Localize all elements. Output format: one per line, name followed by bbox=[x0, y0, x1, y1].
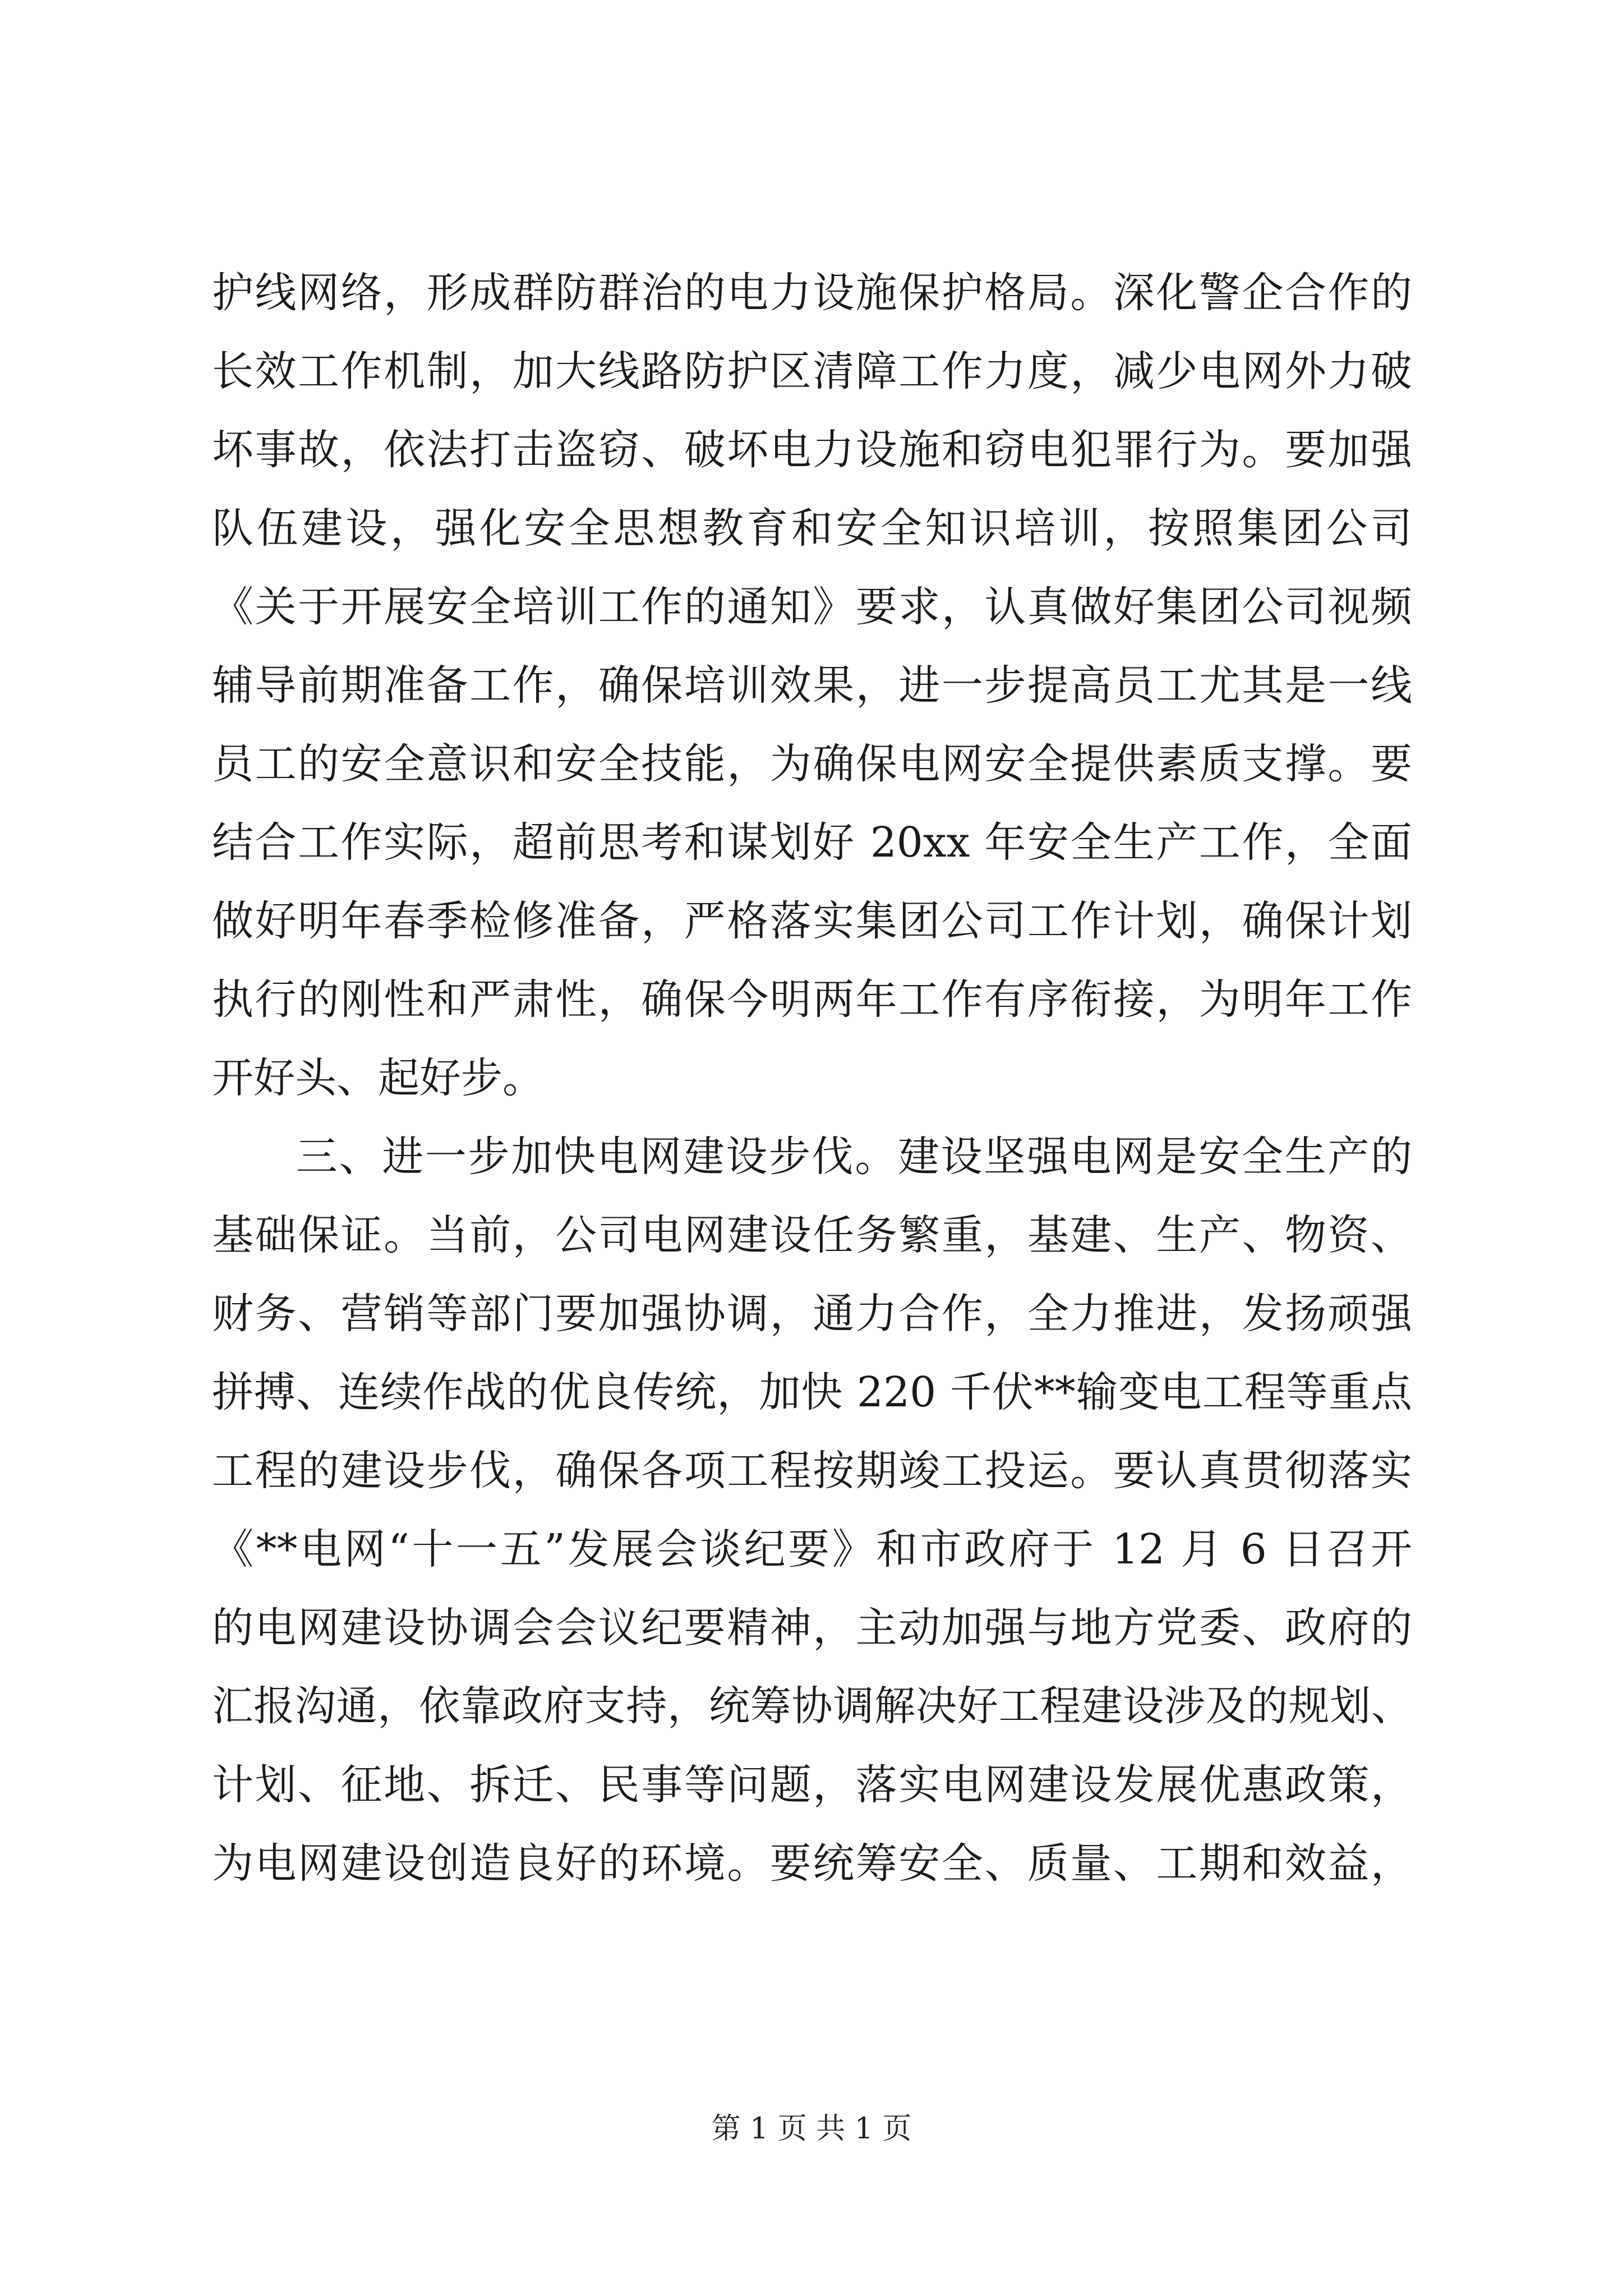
text-line: 长效工作机制，加大线路防护区清障工作力度，减少电网外力破 bbox=[212, 347, 1412, 395]
text-line: 财务、营销等部门要加强协调，通力合作，全力推进，发扬顽强 bbox=[212, 1290, 1412, 1338]
text-line: 拼搏、连续作战的优良传统，加快 220 千伏**输变电工程等重点 bbox=[212, 1368, 1412, 1416]
text-line: 的电网建设协调会会议纪要精神，主动加强与地方党委、政府的 bbox=[212, 1604, 1412, 1652]
text-line: 工程的建设步伐，确保各项工程按期竣工投运。要认真贯彻落实 bbox=[212, 1447, 1412, 1495]
text-line: 为电网建设创造良好的环境。要统筹安全、质量、工期和效益， bbox=[212, 1839, 1412, 1888]
text-line: 执行的刚性和严肃性，确保今明两年工作有序衔接，为明年工作 bbox=[212, 976, 1412, 1024]
text-line: 《**电网“十一五”发展会谈纪要》和市政府于 12 月 6 日召开 bbox=[212, 1525, 1412, 1573]
section-heading-line: 三、进一步加快电网建设步伐。建设坚强电网是安全生产的 bbox=[296, 1133, 1412, 1181]
text-line: 结合工作实际，超前思考和谋划好 20xx 年安全生产工作，全面 bbox=[212, 818, 1412, 867]
page-number-footer: 第 1 页 共 1 页 bbox=[711, 2112, 912, 2146]
text-line: 基础保证。当前，公司电网建设任务繁重，基建、生产、物资、 bbox=[212, 1211, 1412, 1259]
text-line: 员工的安全意识和安全技能，为确保电网安全提供素质支撑。要 bbox=[212, 740, 1412, 788]
text-line: 辅导前期准备工作，确保培训效果，进一步提高员工尤其是一线 bbox=[212, 661, 1412, 710]
text-line: 《关于开展安全培训工作的通知》要求，认真做好集团公司视频 bbox=[212, 583, 1412, 631]
text-line: 计划、征地、拆迁、民事等问题，落实电网建设发展优惠政策， bbox=[212, 1761, 1412, 1809]
text-line: 做好明年春季检修准备，严格落实集团公司工作计划，确保计划 bbox=[212, 897, 1412, 945]
text-line: 坏事故，依法打击盗窃、破坏电力设施和窃电犯罪行为。要加强 bbox=[212, 426, 1412, 474]
text-line: 队伍建设，强化安全思想教育和安全知识培训，按照集团公司 bbox=[212, 504, 1412, 553]
text-line: 护线网络，形成群防群治的电力设施保护格局。深化警企合作的 bbox=[212, 269, 1412, 317]
text-line: 开好头、起好步。 bbox=[212, 1054, 544, 1102]
text-line: 汇报沟通，依靠政府支持，统筹协调解决好工程建设涉及的规划、 bbox=[212, 1682, 1412, 1730]
